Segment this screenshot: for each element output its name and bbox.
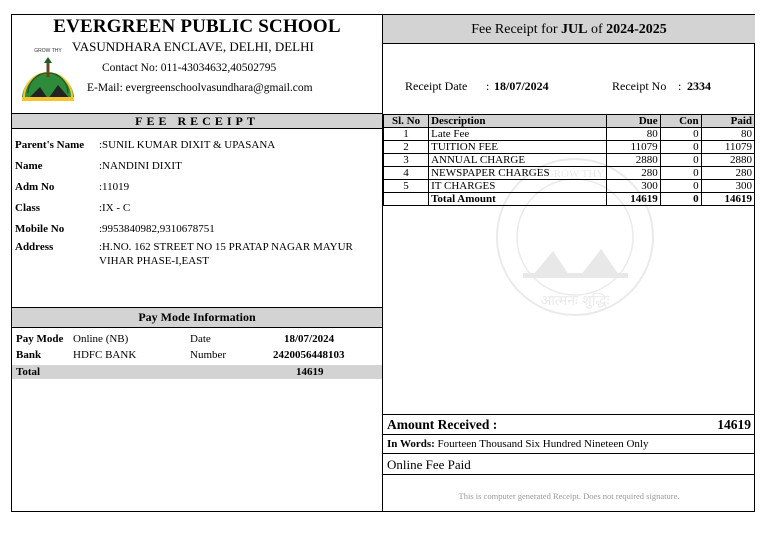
school-logo-icon — [18, 43, 78, 103]
fee-sl: 3 — [384, 154, 429, 167]
school-header — [12, 15, 382, 113]
receipt-session: 2024-2025 — [606, 22, 667, 37]
fee-due: 80 — [607, 128, 660, 141]
fee-desc: TUITION FEE — [429, 141, 607, 154]
fee-paid: 300 — [701, 180, 754, 193]
fee-total-label: Total Amount — [429, 193, 607, 206]
fee-row — [384, 167, 755, 180]
receipt-date-label: Receipt Date — [405, 79, 468, 93]
class-label: Class — [15, 202, 41, 214]
fee-due: 280 — [607, 167, 660, 180]
online-fee-paid: Online Fee Paid — [383, 453, 755, 475]
bank-label: Bank — [16, 349, 42, 361]
fee-sl: 2 — [384, 141, 429, 154]
watermark-top-text: GROW THY — [545, 168, 605, 180]
fee-con: 0 — [660, 154, 701, 167]
fee-table-header — [384, 115, 755, 128]
col-due: Due — [607, 115, 660, 128]
amount-in-words — [383, 434, 755, 453]
col-con: Con — [660, 115, 701, 128]
class-value: :IX - C — [99, 202, 131, 214]
col-sl-no: Sl. No — [384, 115, 429, 128]
receipt-title-of: of — [587, 22, 607, 37]
parent-name-value: :SUNIL KUMAR DIXIT & UPASANA — [99, 139, 276, 151]
fee-sl: 4 — [384, 167, 429, 180]
fee-paid: 80 — [701, 128, 754, 141]
receipt-date-value: 18/07/2024 — [494, 79, 549, 93]
parent-name-label: Parent's Name — [15, 139, 85, 151]
fee-due: 300 — [607, 180, 660, 193]
svg-text:GROW THY: GROW THY — [34, 48, 62, 54]
fee-total-row — [384, 193, 755, 206]
fee-row — [384, 180, 755, 193]
school-contact: Contact No: 011-43034632,40502795 — [102, 62, 277, 74]
col-paid: Paid — [701, 115, 754, 128]
fee-table — [383, 114, 755, 206]
col-description: Description — [429, 115, 607, 128]
fee-due: 11079 — [607, 141, 660, 154]
fee-con: 0 — [660, 167, 701, 180]
fee-panel — [383, 15, 755, 511]
amount-received-value: 14619 — [717, 417, 751, 432]
bank-value: HDFC BANK — [73, 349, 137, 361]
student-name-value: :NANDINI DIXIT — [99, 160, 182, 172]
pay-mode-value: Online (NB) — [73, 333, 129, 345]
pay-total-label: Total — [16, 366, 41, 378]
adm-no-label: Adm No — [15, 181, 55, 193]
fee-receipt-title: FEE RECEIPT — [12, 113, 382, 129]
fee-sl: 1 — [384, 128, 429, 141]
fee-total-paid: 14619 — [701, 193, 754, 206]
fee-sl: 5 — [384, 180, 429, 193]
fee-desc: NEWSPAPER CHARGES — [429, 167, 607, 180]
pay-total-value: 14619 — [296, 366, 324, 378]
receipt-title-prefix: Fee Receipt for — [471, 22, 561, 37]
receipt-no-sep: : — [678, 79, 682, 93]
pay-mode-title: Pay Mode Information — [12, 307, 382, 328]
pay-total-row — [12, 365, 382, 379]
in-words-value: Fourteen Thousand Six Hundred Nineteen Only — [434, 438, 649, 450]
fee-due: 2880 — [607, 154, 660, 167]
school-name: EVERGREEN PUBLIC SCHOOL — [53, 16, 341, 37]
student-panel — [12, 15, 383, 511]
fee-desc: Late Fee — [429, 128, 607, 141]
adm-no-value: :11019 — [99, 181, 130, 193]
student-name-label: Name — [15, 160, 43, 172]
receipt-no-label: Receipt No — [612, 79, 667, 93]
fee-total-due: 14619 — [607, 193, 660, 206]
fee-con: 0 — [660, 128, 701, 141]
fee-row — [384, 141, 755, 154]
pay-mode-row — [12, 332, 382, 346]
fee-paid: 280 — [701, 167, 754, 180]
txn-number-value: 2420056448103 — [273, 349, 345, 361]
receipt-no-value: 2334 — [687, 79, 711, 93]
address-label: Address — [15, 241, 54, 253]
fee-row — [384, 128, 755, 141]
receipt-date-sep: : — [486, 79, 490, 93]
txn-number-label: Number — [190, 349, 227, 361]
in-words-label: In Words: — [387, 438, 435, 450]
fee-total-con: 0 — [660, 193, 701, 206]
computer-generated-note: This is computer generated Receipt. Does not required signature. — [458, 491, 680, 501]
mobile-label: Mobile No — [15, 223, 65, 235]
address-value: :H.NO. 162 STREET NO 15 PRATAP NAGAR MAYUR VIHAR PHASE-I,EAST — [99, 241, 353, 267]
amount-received-row — [383, 414, 755, 434]
receipt-title — [383, 15, 755, 44]
mobile-value: :9953840982,9310678751 — [99, 223, 215, 235]
pay-bank-row — [12, 348, 382, 362]
amount-received-label: Amount Received : — [387, 417, 498, 432]
pay-date-label: Date — [190, 333, 211, 345]
fee-receipt — [11, 14, 755, 512]
fee-paid: 2880 — [701, 154, 754, 167]
receipt-month: JUL — [561, 22, 588, 37]
fee-paid: 11079 — [701, 141, 754, 154]
pay-mode-label: Pay Mode — [16, 333, 64, 345]
school-email: E-Mail: evergreenschoolvasundhara@gmail.com — [87, 82, 313, 94]
fee-desc: ANNUAL CHARGE — [429, 154, 607, 167]
fee-desc: IT CHARGES — [429, 180, 607, 193]
fee-con: 0 — [660, 180, 701, 193]
fee-total-blank — [384, 193, 429, 206]
fee-row — [384, 154, 755, 167]
fee-con: 0 — [660, 141, 701, 154]
pay-date-value: 18/07/2024 — [284, 333, 335, 345]
watermark-motto: आत्मनः शुद्धिः — [540, 293, 610, 309]
school-address: VASUNDHARA ENCLAVE, DELHI, DELHI — [72, 39, 314, 54]
